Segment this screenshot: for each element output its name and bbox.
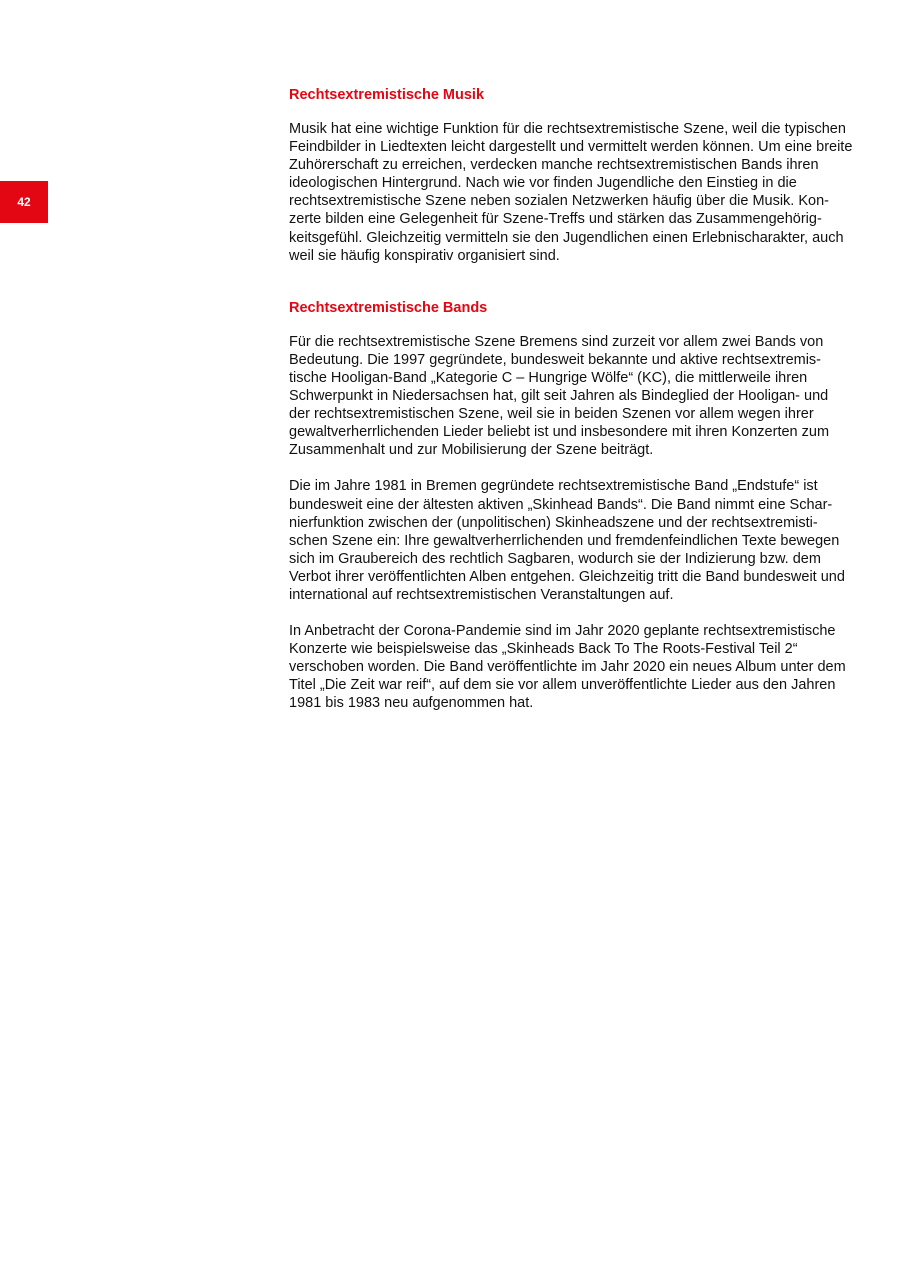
- text-line: Konzerte wie beispielsweise das „Skinheads Back To The Roots-Festival Teil 2“: [289, 641, 798, 658]
- section-rechtsextremistische-bands: [289, 299, 846, 713]
- text-line: Für die rechtsextremistische Szene Bremens sind zurzeit vor allem zwei Bands von: [289, 333, 824, 350]
- section-heading: Rechtsextremistische Bands: [289, 299, 488, 316]
- document-body: [289, 86, 853, 731]
- text-line: rechtsextremistische Szene neben sozialen Netzwerken häufig über die Musik. Kon-: [289, 193, 829, 210]
- text-line: Die im Jahre 1981 in Bremen gegründete rechtsextremistische Band „Endstufe“ ist: [289, 478, 818, 495]
- text-line: verschoben worden. Die Band veröffentlichte im Jahr 2020 ein neues Album unter dem: [289, 659, 846, 676]
- section-heading: Rechtsextremistische Musik: [289, 87, 485, 103]
- text-line: nierfunktion zwischen der (unpolitischen) Skinheadszene und der rechtsextremisti-: [289, 514, 818, 531]
- text-line: Verbot ihrer veröffentlichten Alben entgehen. Gleichzeitig tritt die Band bundesweit und: [289, 568, 845, 585]
- text-line: ideologischen Hintergrund. Nach wie vor finden Jugendliche den Einstieg in die: [289, 175, 797, 192]
- text-line: In Anbetracht der Corona-Pandemie sind im Jahr 2020 geplante rechtsextremistische: [289, 623, 836, 640]
- text-line: bundesweit eine der ältesten aktiven „Skinhead Bands“. Die Band nimmt eine Schar-: [289, 496, 833, 513]
- text-line: gewaltverherrlichenden Lieder beliebt ist und insbesondere mit ihren Konzerten zum: [289, 424, 830, 441]
- text-line: zerte bilden eine Gelegenheit für Szene-Treffs und stärken das Zusammengehörig-: [289, 211, 822, 228]
- section-rechtsextremistische-musik: [289, 86, 853, 265]
- paragraph: [289, 333, 841, 460]
- text-line: keitsgefühl. Gleichzeitig vermitteln sie den Jugendlichen einen Erlebnischarakter, auch: [289, 229, 844, 246]
- text-line: tische Hooligan-Band „Kategorie C – Hungrige Wölfe“ (KC), die mittlerweile ihren: [289, 369, 808, 386]
- paragraph: [289, 120, 853, 265]
- page-number-tab: [0, 181, 48, 223]
- text-line: sich im Graubereich des rechtlich Sagbaren, wodurch sie der Indizierung bzw. dem: [289, 550, 821, 567]
- paragraph: [289, 477, 845, 604]
- text-line: Zusammenhalt und zur Mobilisierung der Szene beiträgt.: [289, 442, 654, 459]
- page-number: 42: [17, 195, 31, 209]
- text-line: Musik hat eine wichtige Funktion für die rechtsextremistische Szene, weil die typischen: [289, 121, 846, 137]
- paragraph: [289, 622, 846, 712]
- text-line: schen Szene ein: Ihre gewaltverherrlichenden und fremdenfeindlichen Texte bewegen: [289, 532, 840, 549]
- text-line: international auf rechtsextremistischen Veranstaltungen auf.: [289, 586, 674, 603]
- text-line: der rechtsextremistischen Szene, weil sie in beiden Szenen vor allem wegen ihrer: [289, 406, 814, 423]
- text-line: 1981 bis 1983 neu aufgenommen hat.: [289, 695, 534, 712]
- text-line: Titel „Die Zeit war reif“, auf dem sie vor allem unveröffentlichte Lieder aus den Jahren: [289, 677, 836, 694]
- text-line: Feindbilder in Liedtexten leicht dargestellt und vermittelt werden können. Um eine breite: [289, 139, 853, 156]
- text-line: weil sie häufig konspirativ organisiert sind.: [289, 247, 560, 264]
- text-line: Schwerpunkt in Niedersachsen hat, gilt seit Jahren als Bindeglied der Hooligan- und: [289, 388, 829, 405]
- text-line: Bedeutung. Die 1997 gegründete, bundesweit bekannte und aktive rechtsextremis-: [289, 351, 822, 368]
- text-line: Zuhörerschaft zu erreichen, verdecken manche rechtsextremistischen Bands ihren: [289, 157, 819, 174]
